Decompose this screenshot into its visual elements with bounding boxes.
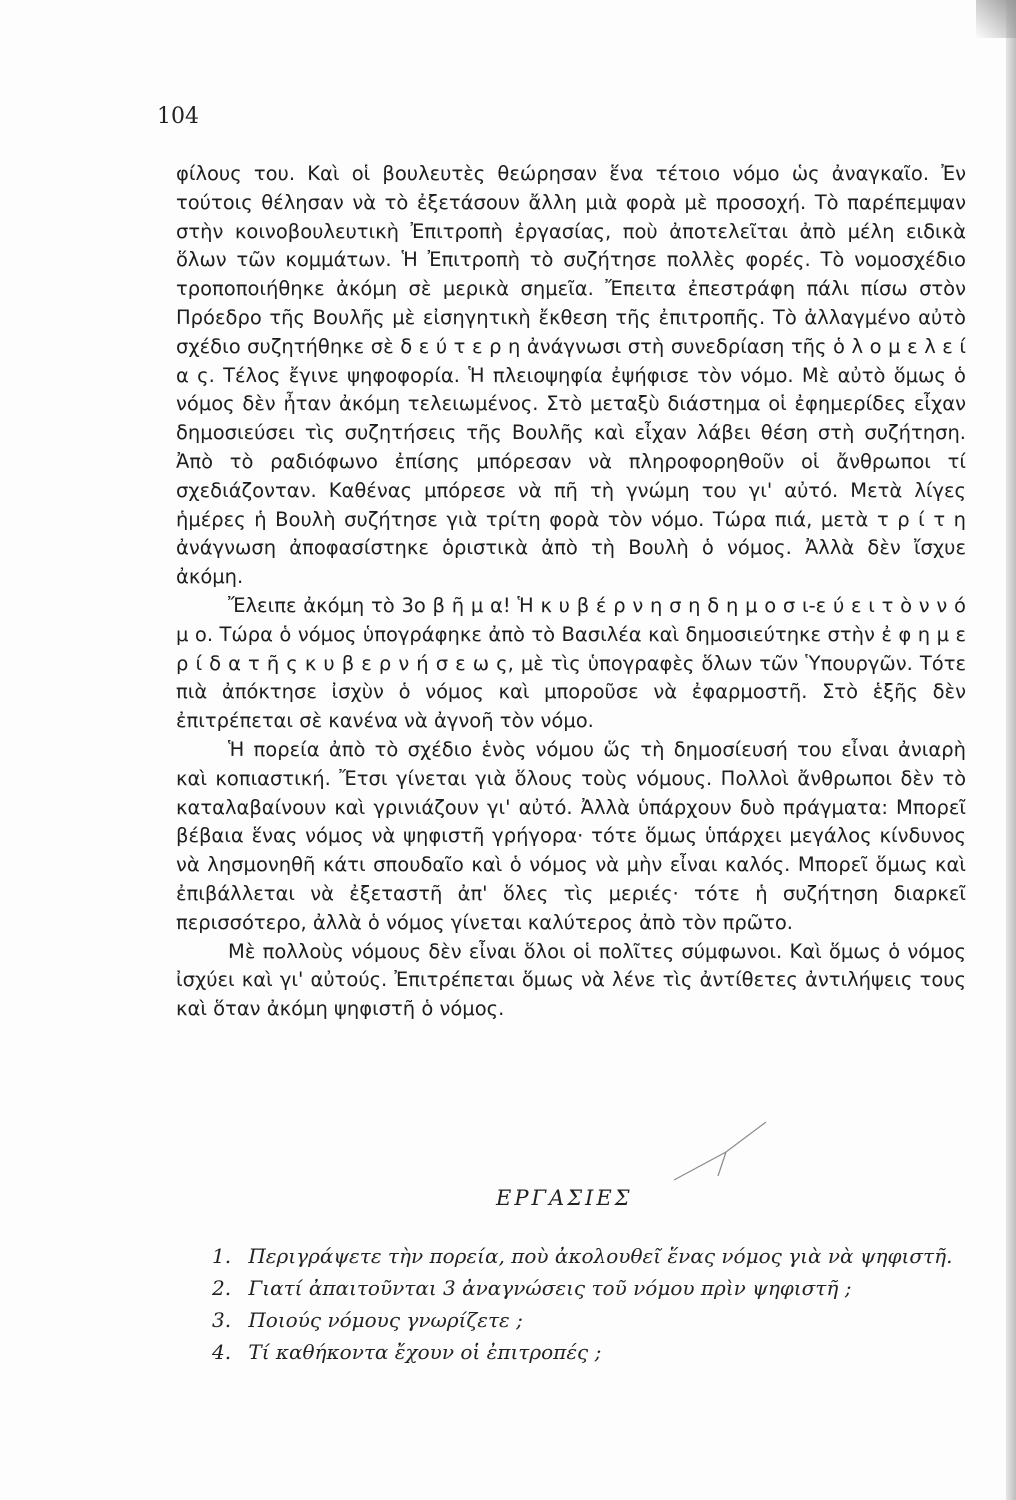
pencil-arrow-mark bbox=[668, 1118, 778, 1188]
paragraph-4: Μὲ πολλοὺς νόμους δὲν εἶναι ὅλοι οἱ πολῖτες σύμφωνοι. Καὶ ὅμως ὁ νόμος ἰσχύει καὶ γι' αὐτούς. Ἐπιτρέπεται ὅμως νὰ λένε τὶς ἀντίθετες ἀντιλήψεις τους καὶ ὅταν ἀκόμη ψηφιστῆ ὁ νόμος. bbox=[176, 939, 966, 1021]
body-text bbox=[176, 160, 966, 1024]
page-edge-shadow bbox=[1006, 0, 1016, 1500]
exercises-heading: ΕΡΓΑΣΙΕΣ bbox=[496, 1186, 633, 1210]
paragraph-3: Ἡ πορεία ἀπὸ τὸ σχέδιο ἑνὸς νόμου ὥς τὴ δημοσίευσή του εἶναι ἀνιαρὴ καὶ κοπιαστική. Ἔτσι γίνεται γιὰ ὅλους τοὺς νόμους. Πολλοὶ ἄνθρωποι δὲν τὸ καταλαβαίνουν καὶ γρινιάζουν γι' αὐτό. Ἀλλὰ ὑπάρχουν δυὸ πράγματα: Μπορεῖ βέβαια ἕνας νόμος νὰ ψηφιστῆ γρήγορα· τότε ὅμως ὑπάρχει μεγάλος κίνδυνος νὰ λησμονηθῆ κάτι σπουδαῖο καὶ ὁ νόμος νὰ μὴν εἶναι καλός. Μπορεῖ ὅμως καὶ ἐπιβάλλεται νὰ ἐξεταστῆ ἀπ' ὅλες τὶς μεριές· τότε ἡ συζήτηση διαρκεῖ περισσότερο, ἀλλὰ ὁ νόμος γίνεται καλύτερος ἀπὸ τὸν πρῶτο. bbox=[176, 737, 966, 934]
exercise-item bbox=[212, 1272, 972, 1304]
page-corner-shadow bbox=[976, 0, 1016, 38]
exercise-number: 2. bbox=[212, 1276, 232, 1300]
exercise-item bbox=[212, 1336, 972, 1368]
exercise-text: Γιατί ἀπαιτοῦνται 3 ἀναγνώσεις τοῦ νόμου πρὶν ψηφιστῆ ; bbox=[248, 1276, 852, 1300]
exercises-list bbox=[212, 1240, 972, 1368]
page-number: 104 bbox=[157, 104, 199, 129]
exercise-number: 3. bbox=[212, 1308, 232, 1332]
exercise-item bbox=[212, 1240, 972, 1272]
exercise-item bbox=[212, 1304, 972, 1336]
exercise-text: Ποιούς νόμους γνωρίζετε ; bbox=[248, 1308, 523, 1332]
exercise-number: 1. bbox=[212, 1244, 232, 1268]
exercise-text: Τί καθήκοντα ἔχουν οἱ ἐπιτροπές ; bbox=[248, 1340, 602, 1364]
paragraph-1: φίλους του. Καὶ οἱ βουλευτὲς θεώρησαν ἕνα τέτοιο νόμο ὡς ἀναγκαῖο. Ἐν τούτοις θέλησαν νὰ τὸ ἐξετάσουν ἄλλη μιὰ φορὰ μὲ προσοχή. Τὸ παρέπεμψαν στὴν κοινοβουλευτικὴ Ἐπιτροπὴ ἐργασίας, ποὺ ἀποτελεῖται ἀπὸ μέλη ειδικὰ ὅλων τῶν κομμάτων. Ἡ Ἐπιτροπὴ τὸ συζήτησε πολλὲς φορές. Τὸ νομοσχέδιο τροποποιήθηκε ἀκόμη σὲ μερικὰ σημεῖα. Ἔπειτα ἐπεστράφη πάλι πίσω στὸν Πρόεδρο τῆς Βουλῆς μὲ εἰσηγητικὴ ἔκθεση τῆς ἐπιτροπῆς. Τὸ ἀλλαγμένο αὐτὸ σχέδιο συζητήθηκε σὲ δ ε ύ τ ε ρ η ἀνάγνωσι στὴ συνεδρίαση τῆς ὁ λ ο μ ε λ ε ί α ς. Τέλος ἔγινε ψηφοφορία. Ἡ πλειοψηφία ἐψήφισε τὸν νόμο. Μὲ αὐτὸ ὅμως ὁ νόμος δὲν ἦταν ἀκόμη τελειωμένος. Στὸ μεταξὺ διάστημα οἱ ἐφημερίδες εἶχαν δημοσιεύσει τὶς συζητήσεις τῆς Βουλῆς καὶ εἶχαν λάβει θέση στὴ συζήτηση. Ἀπὸ τὸ ραδιόφωνο ἐπίσης μπόρεσαν νὰ πληροφορηθοῦν οἱ ἄνθρωποι τί σχεδιάζονταν. Καθένας μπόρεσε νὰ πῆ τὴ γνώμη του γι' αὐτό. Μετὰ λίγες ἡμέρες ἡ Βουλὴ συζήτησε γιὰ τρίτη φορὰ τὸν νόμο. Τώρα πιά, μετὰ τ ρ ί τ η ἀνάγνωση ἀποφασίστηκε ὁριστικὰ ἀπὸ τὴ Βουλὴ ὁ νόμος. Ἀλλὰ δὲν ἴσχυε ἀκόμη. bbox=[176, 162, 966, 589]
exercise-number: 4. bbox=[212, 1340, 232, 1364]
exercise-text: Περιγράψετε τὴν πορεία, ποὺ ἀκολουθεῖ ἕνας νόμος γιὰ νὰ ψηφιστῆ. bbox=[248, 1244, 953, 1268]
paragraph-2: Ἔλειπε ἀκόμη τὸ 3ο β ῆ μ α! Ἡ κ υ β έ ρ ν η σ η δ η μ ο σ ι-ε ύ ε ι τ ὸ ν ν ό μ ο. Τώρα ὁ νόμος ὑπογράφηκε ἀπὸ τὸ Βασιλέα καὶ δημοσιεύτηκε στὴν ἐ φ η μ ε ρ ί δ α τ ῆ ς κ υ β ε ρ ν ή σ ε ω ς, μὲ τὶς ὑπογραφὲς ὅλων τῶν Ὑπουργῶν. Τότε πιὰ ἀπόκτησε ἰσχὺν ὁ νόμος καὶ μποροῦσε νὰ ἐφαρμοστῆ. Στὸ ἑξῆς δὲν ἐπιτρέπεται σὲ κανένα νὰ ἀγνοῆ τὸν νόμο. bbox=[176, 593, 966, 733]
